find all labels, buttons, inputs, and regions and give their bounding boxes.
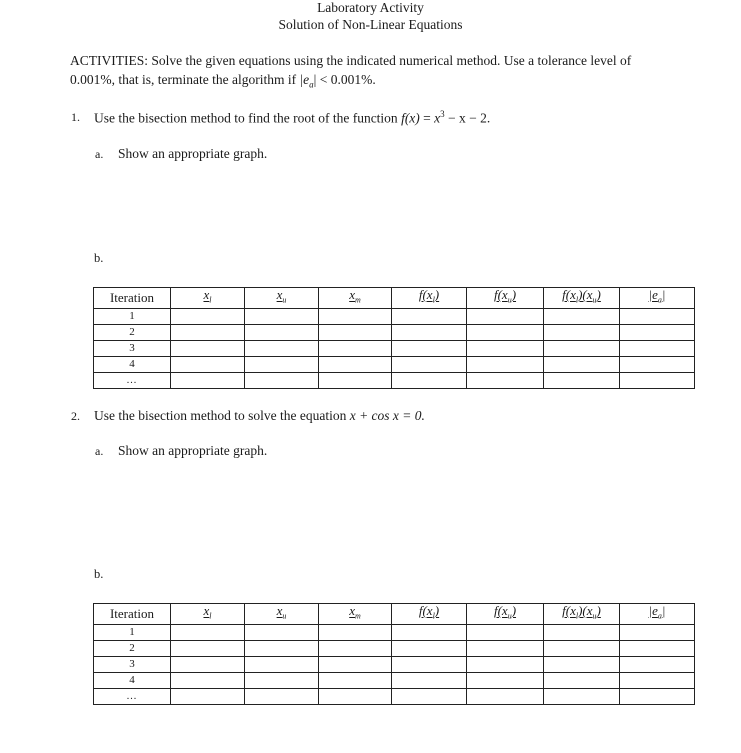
value-cell[interactable] (245, 656, 319, 672)
value-cell[interactable] (245, 356, 319, 372)
value-cell[interactable] (171, 656, 245, 672)
value-cell[interactable] (467, 640, 544, 656)
problem-2-part-b-label: b. (94, 567, 104, 581)
value-cell[interactable] (392, 624, 467, 640)
value-cell[interactable] (319, 340, 392, 356)
value-cell[interactable] (467, 356, 544, 372)
tolerance-abs-close: | (313, 72, 317, 87)
value-cell[interactable] (171, 672, 245, 688)
table-header-row (94, 604, 695, 625)
value-cell[interactable] (392, 324, 467, 340)
problem-1-statement (94, 109, 490, 127)
value-cell[interactable] (392, 688, 467, 704)
iteration-cell: 2 (94, 640, 171, 656)
value-cell[interactable] (245, 340, 319, 356)
header-ea: $|e_a|$ (620, 288, 695, 309)
value-cell[interactable] (245, 372, 319, 388)
value-cell[interactable] (319, 356, 392, 372)
value-cell[interactable] (467, 340, 544, 356)
table-row (94, 356, 695, 372)
table-row (94, 340, 695, 356)
value-cell[interactable] (392, 308, 467, 324)
iteration-cell: ... (94, 372, 171, 388)
header-xm: $x_m$ (319, 604, 392, 625)
value-cell[interactable] (171, 624, 245, 640)
value-cell[interactable] (544, 672, 620, 688)
value-cell[interactable] (620, 672, 695, 688)
value-cell[interactable] (620, 324, 695, 340)
value-cell[interactable] (171, 324, 245, 340)
iteration-cell: 4 (94, 672, 171, 688)
value-cell[interactable] (319, 624, 392, 640)
header-iteration: Iteration (94, 288, 171, 309)
header-iteration: Iteration (94, 604, 171, 625)
table-header-row (94, 288, 695, 309)
value-cell[interactable] (620, 656, 695, 672)
value-cell[interactable] (392, 340, 467, 356)
iteration-cell: 3 (94, 340, 171, 356)
value-cell[interactable] (544, 324, 620, 340)
value-cell[interactable] (245, 688, 319, 704)
value-cell[interactable] (544, 640, 620, 656)
value-cell[interactable] (245, 324, 319, 340)
value-cell[interactable] (544, 656, 620, 672)
iteration-cell: ... (94, 688, 171, 704)
value-cell[interactable] (171, 356, 245, 372)
value-cell[interactable] (544, 372, 620, 388)
header-xl: $x_l$ (171, 288, 245, 309)
value-cell[interactable] (171, 372, 245, 388)
value-cell[interactable] (467, 308, 544, 324)
problem-1-formula-sup: 3 (440, 109, 445, 119)
value-cell[interactable] (544, 340, 620, 356)
tolerance-abs-open: |e (299, 72, 310, 87)
problem-1-formula-x: x (434, 110, 441, 126)
instructions-line1: ACTIVITIES: Solve the given equations using the indicated numerical method. Use a tolerance level of (70, 53, 632, 68)
problem-1-formula-eq: = (423, 110, 431, 126)
value-cell[interactable] (392, 372, 467, 388)
value-cell[interactable] (245, 308, 319, 324)
tolerance-abs-sub: a (309, 79, 314, 90)
value-cell[interactable] (319, 324, 392, 340)
value-cell[interactable] (620, 340, 695, 356)
value-cell[interactable] (319, 688, 392, 704)
value-cell[interactable] (319, 672, 392, 688)
iteration-cell: 4 (94, 356, 171, 372)
iteration-cell: 1 (94, 308, 171, 324)
problem-1-part-b-label: b. (94, 251, 104, 265)
value-cell[interactable] (392, 672, 467, 688)
value-cell[interactable] (171, 640, 245, 656)
value-cell[interactable] (620, 356, 695, 372)
value-cell[interactable] (319, 308, 392, 324)
iteration-table-2 (93, 603, 695, 705)
value-cell[interactable] (245, 624, 319, 640)
header-f-xu: $f(x_u)$ (467, 604, 544, 625)
value-cell[interactable] (392, 356, 467, 372)
header-f-xl: $f(x_l)$ (392, 288, 467, 309)
problem-1-number: 1. (71, 110, 80, 124)
iteration-cell: 1 (94, 624, 171, 640)
value-cell[interactable] (171, 688, 245, 704)
problem-1-part-a-label: a. (95, 147, 104, 161)
header-xu: $x_u$ (245, 604, 319, 625)
value-cell[interactable] (544, 624, 620, 640)
value-cell[interactable] (620, 688, 695, 704)
instructions-line2-prefix: 0.001%, that is, terminate the algorithm if (70, 72, 297, 87)
page-title: Laboratory Activity (317, 0, 424, 15)
value-cell[interactable] (245, 672, 319, 688)
instructions-line2 (70, 72, 376, 90)
value-cell[interactable] (620, 640, 695, 656)
header-f-xl: $f(x_l)$ (392, 604, 467, 625)
table-row (94, 324, 695, 340)
value-cell[interactable] (392, 640, 467, 656)
problem-1-formula-tail: − x − 2. (448, 110, 491, 126)
table-row (94, 640, 695, 656)
value-cell[interactable] (544, 308, 620, 324)
header-f-xu: $f(x_u)$ (467, 288, 544, 309)
header-xl: $x_l$ (171, 604, 245, 625)
problem-1-formula-lhs: f(x) (401, 110, 420, 126)
table-row (94, 688, 695, 704)
value-cell[interactable] (467, 624, 544, 640)
problem-2-formula: x + cos x = 0. (349, 408, 425, 423)
table-row (94, 656, 695, 672)
value-cell[interactable] (467, 688, 544, 704)
iteration-table-1 (93, 287, 695, 389)
problem-1-text: Use the bisection method to find the root of the function (94, 110, 398, 126)
value-cell[interactable] (392, 656, 467, 672)
value-cell[interactable] (319, 656, 392, 672)
table-row (94, 372, 695, 388)
value-cell[interactable] (620, 308, 695, 324)
header-xm: $x_m$ (319, 288, 392, 309)
value-cell[interactable] (620, 624, 695, 640)
value-cell[interactable] (171, 340, 245, 356)
table-row (94, 624, 695, 640)
value-cell[interactable] (319, 640, 392, 656)
problem-2-part-a-text: Show an appropriate graph. (118, 443, 268, 458)
value-cell[interactable] (544, 356, 620, 372)
header-f-xl-xu: $f(x_l)(x_u)$ (544, 288, 620, 309)
table-row (94, 308, 695, 324)
problem-2-text: Use the bisection method to solve the equation (94, 408, 347, 423)
header-f-xl-xu: $f(x_l)(x_u)$ (544, 604, 620, 625)
iteration-cell: 2 (94, 324, 171, 340)
problem-2-statement (94, 408, 425, 424)
value-cell[interactable] (319, 372, 392, 388)
value-cell[interactable] (467, 672, 544, 688)
value-cell[interactable] (467, 372, 544, 388)
problem-2-part-a-label: a. (95, 444, 104, 458)
value-cell[interactable] (467, 324, 544, 340)
value-cell[interactable] (245, 640, 319, 656)
value-cell[interactable] (544, 688, 620, 704)
value-cell[interactable] (467, 656, 544, 672)
value-cell[interactable] (171, 308, 245, 324)
instructions-line2-suffix: < 0.001%. (319, 72, 376, 87)
value-cell[interactable] (620, 372, 695, 388)
problem-2-number: 2. (71, 409, 80, 423)
table-row (94, 672, 695, 688)
page-subtitle: Solution of Non-Linear Equations (278, 17, 463, 32)
problem-1-part-a-text: Show an appropriate graph. (118, 146, 268, 161)
iteration-cell: 3 (94, 656, 171, 672)
header-ea: $|e_a|$ (620, 604, 695, 625)
header-xu: $x_u$ (245, 288, 319, 309)
